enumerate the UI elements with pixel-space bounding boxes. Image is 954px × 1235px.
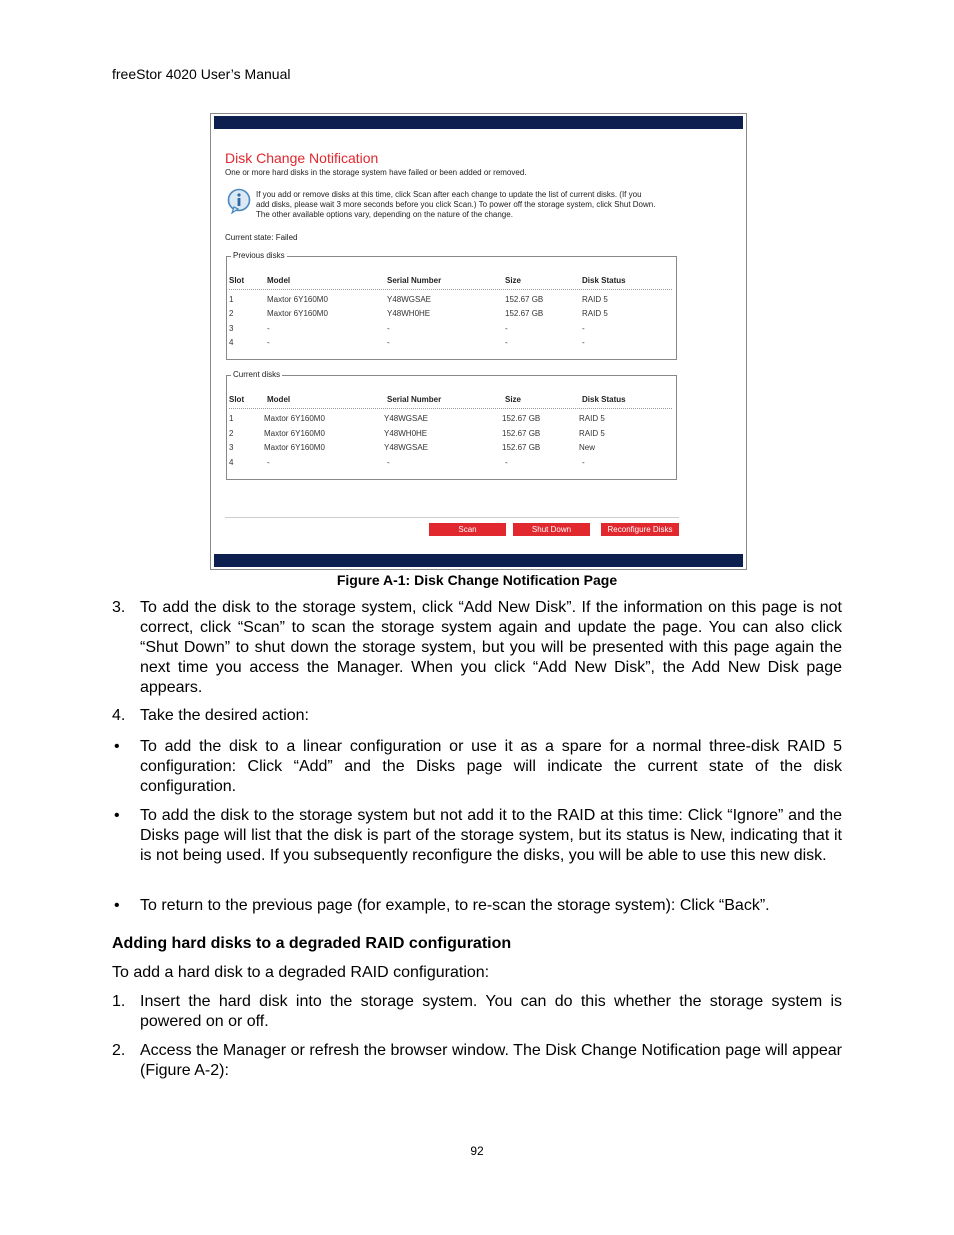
table-row bbox=[227, 338, 676, 348]
cell-slot: 2 bbox=[229, 309, 234, 318]
info-message bbox=[256, 190, 686, 220]
col-size: Size bbox=[505, 276, 522, 285]
table-row bbox=[227, 414, 676, 424]
col-serial: Serial Number bbox=[387, 395, 442, 404]
cell-model: Maxtor 6Y160M0 bbox=[267, 309, 328, 318]
col-model: Model bbox=[267, 395, 291, 404]
bullet-text: To return to the previous page (for example, to re-scan the storage system): Click “Back”. bbox=[140, 897, 770, 914]
step-number: 4. bbox=[112, 707, 126, 724]
table-row bbox=[227, 443, 676, 453]
col-size: Size bbox=[505, 395, 522, 404]
section-heading: Adding hard disks to a degraded RAID configuration bbox=[112, 935, 512, 952]
cell-serial: - bbox=[387, 338, 390, 347]
previous-disks-legend: Previous disks bbox=[233, 251, 285, 260]
cell-slot: 3 bbox=[229, 443, 234, 452]
bullet-text: To add the disk to a linear configuration or use it as a spare for a normal three-disk RAID 5 configuration: Click “Add” and the Disks page will indicate the current state of the disk configuration. bbox=[140, 738, 842, 795]
top-banner bbox=[214, 116, 743, 129]
cell-status: - bbox=[582, 338, 585, 347]
cell-serial: - bbox=[387, 324, 390, 333]
info-line: The other available options vary, depending on the nature of the change. bbox=[256, 210, 513, 219]
bullet-marker: • bbox=[114, 738, 120, 755]
info-line: add disks, please wait 3 more seconds before you click Scan.) To power off the storage system, click Shut Down. bbox=[256, 200, 656, 209]
col-status: Disk Status bbox=[582, 276, 626, 285]
cell-model: Maxtor 6Y160M0 bbox=[264, 429, 325, 438]
step-text: To add the disk to the storage system, click “Add New Disk”. If the information on this page is not correct, click “Scan” to scan the storage system again and update the page. You can also click “Shut Down” to shut down the storage system, but you will be presented with this page again the next time you access the Manager. When you click “Add New Disk”, the Add New Disk page appears. bbox=[140, 599, 842, 696]
cell-serial: Y48WGSAE bbox=[384, 443, 429, 452]
cell-size: - bbox=[505, 458, 508, 467]
cell-slot: 1 bbox=[229, 414, 234, 423]
screenshot-figure bbox=[210, 113, 747, 570]
bullet-marker: • bbox=[114, 807, 120, 824]
cell-serial: Y48WGSAE bbox=[384, 414, 429, 423]
cell-size: 152.67 GB bbox=[502, 443, 541, 452]
cell-serial: Y48WH0HE bbox=[387, 309, 431, 318]
cell-model: - bbox=[267, 458, 270, 467]
step-text: Take the desired action: bbox=[140, 707, 309, 724]
cell-size: 152.67 GB bbox=[505, 309, 544, 318]
table-row bbox=[227, 458, 676, 468]
bullet-text: To add the disk to the storage system but not add it to the RAID at this time: Click “Ignore” and the Disks page will list that the disk is part of the storage system, but its status is New, indicating that it is not being used. If you subsequently reconfigure the disks, you will be able to use this new disk. bbox=[140, 807, 842, 864]
cell-model: - bbox=[267, 324, 270, 333]
cell-model: Maxtor 6Y160M0 bbox=[267, 295, 328, 304]
cell-model: Maxtor 6Y160M0 bbox=[264, 443, 325, 452]
figure-caption: Figure A-1: Disk Change Notification Page bbox=[336, 572, 618, 588]
cell-status: RAID 5 bbox=[579, 414, 605, 423]
page-title: Disk Change Notification bbox=[225, 150, 379, 166]
scan-button[interactable]: Scan bbox=[429, 523, 506, 536]
cell-status: - bbox=[582, 324, 585, 333]
cell-size: 152.67 GB bbox=[502, 414, 541, 423]
cell-size: 152.67 GB bbox=[502, 429, 541, 438]
cell-serial: - bbox=[387, 458, 390, 467]
bullet-marker: • bbox=[114, 897, 120, 914]
cell-slot: 4 bbox=[229, 338, 234, 347]
cell-slot: 3 bbox=[229, 324, 234, 333]
col-serial: Serial Number bbox=[387, 276, 442, 285]
current-disks-group bbox=[226, 370, 677, 480]
col-slot: Slot bbox=[229, 276, 245, 285]
col-status: Disk Status bbox=[582, 395, 626, 404]
col-slot: Slot bbox=[229, 395, 245, 404]
current-disks-legend: Current disks bbox=[233, 370, 281, 379]
step-text: Insert the hard disk into the storage system. You can do this whether the storage system is powered on or off. bbox=[140, 993, 842, 1030]
shut-down-button[interactable]: Shut Down bbox=[513, 523, 590, 536]
cell-status: RAID 5 bbox=[582, 309, 608, 318]
table-header-row bbox=[227, 395, 676, 405]
cell-status: New bbox=[579, 443, 596, 452]
current-state: Current state: Failed bbox=[225, 233, 298, 242]
page-number: 92 bbox=[470, 1144, 484, 1158]
cell-size: - bbox=[505, 338, 508, 347]
page-subtitle: One or more hard disks in the storage system have failed or been added or removed. bbox=[225, 168, 527, 177]
step-number: 2. bbox=[112, 1042, 126, 1059]
cell-model: - bbox=[267, 338, 270, 347]
table-row bbox=[227, 309, 676, 319]
cell-serial: Y48WGSAE bbox=[387, 295, 432, 304]
cell-model: Maxtor 6Y160M0 bbox=[264, 414, 325, 423]
reconfigure-disks-button[interactable]: Reconfigure Disks bbox=[601, 523, 679, 536]
cell-slot: 4 bbox=[229, 458, 234, 467]
table-row bbox=[227, 324, 676, 334]
cell-slot: 1 bbox=[229, 295, 234, 304]
section-intro: To add a hard disk to a degraded RAID configuration: bbox=[112, 964, 490, 981]
button-separator bbox=[225, 517, 679, 518]
info-line: If you add or remove disks at this time, click Scan after each change to update the list of current disks. (If you bbox=[256, 190, 642, 199]
table-row bbox=[227, 429, 676, 439]
table-header-row bbox=[227, 276, 676, 286]
cell-serial: Y48WH0HE bbox=[384, 429, 428, 438]
document-header: freeStor 4020 User’s Manual bbox=[112, 66, 291, 82]
cell-status: - bbox=[582, 458, 585, 467]
cell-slot: 2 bbox=[229, 429, 234, 438]
step-number: 1. bbox=[112, 993, 126, 1010]
step-text: Access the Manager or refresh the browser window. The Disk Change Notification page will appear (Figure A-2): bbox=[140, 1042, 842, 1079]
previous-disks-group bbox=[226, 251, 677, 360]
table-row bbox=[227, 295, 676, 305]
table-divider bbox=[229, 289, 672, 290]
cell-size: - bbox=[505, 324, 508, 333]
cell-size: 152.67 GB bbox=[505, 295, 544, 304]
step-number: 3. bbox=[112, 599, 126, 616]
info-icon bbox=[227, 188, 251, 214]
bottom-banner bbox=[214, 554, 743, 567]
table-divider bbox=[229, 408, 672, 409]
cell-status: RAID 5 bbox=[579, 429, 605, 438]
cell-status: RAID 5 bbox=[582, 295, 608, 304]
col-model: Model bbox=[267, 276, 291, 285]
